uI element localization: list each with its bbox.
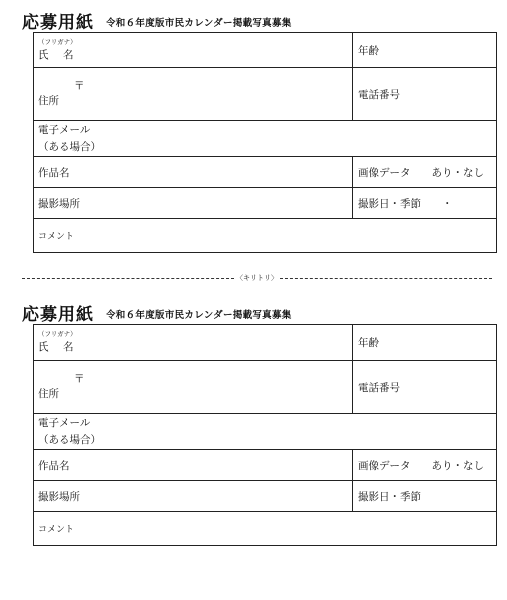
furigana-label: （フリガナ） — [38, 37, 77, 46]
cut-line-label: 〈キリトリ〉 — [236, 274, 278, 282]
phone-field[interactable] — [353, 68, 497, 121]
phone-field[interactable] — [353, 361, 497, 414]
address-field[interactable] — [34, 68, 353, 121]
shoot-date-label: 撮影日・季節 — [358, 490, 421, 503]
form-header — [22, 8, 292, 34]
phone-label: 電話番号 — [358, 88, 400, 101]
image-data-field[interactable] — [353, 157, 497, 188]
comment-label: コメント — [38, 525, 75, 535]
image-data-label: 画像データ あり・なし — [358, 459, 484, 472]
form-subtitle: 令和６年度版市民カレンダー掲載写真募集 — [106, 310, 292, 321]
location-label: 撮影場所 — [38, 490, 80, 503]
image-data-label: 画像データ あり・なし — [358, 166, 484, 179]
work-title-field[interactable] — [34, 450, 353, 481]
work-title-label: 作品名 — [38, 166, 70, 179]
email-optional-label: （ある場合） — [38, 140, 101, 153]
postal-mark: 〒 — [74, 373, 85, 385]
comment-field[interactable] — [34, 512, 497, 546]
age-field[interactable] — [353, 325, 497, 361]
cut-line — [22, 274, 492, 283]
form-subtitle: 令和６年度版市民カレンダー掲載写真募集 — [106, 18, 292, 29]
location-field[interactable] — [34, 188, 353, 219]
name-field[interactable] — [34, 33, 353, 68]
email-label: 電子メール — [38, 123, 91, 136]
form-table — [33, 324, 497, 546]
shoot-date-field[interactable] — [353, 481, 497, 512]
location-label: 撮影場所 — [38, 197, 80, 210]
image-data-field[interactable] — [353, 450, 497, 481]
address-field[interactable] — [34, 361, 353, 414]
address-label: 住所 — [38, 388, 59, 400]
name-label: 氏 名 — [38, 48, 76, 61]
email-optional-label: （ある場合） — [38, 433, 101, 446]
shoot-date-field[interactable] — [353, 188, 497, 219]
form-title: 応募用紙 — [22, 13, 94, 33]
work-title-label: 作品名 — [38, 459, 70, 472]
phone-label: 電話番号 — [358, 381, 400, 394]
form-title: 応募用紙 — [22, 305, 94, 325]
cut-line-dashes-left — [22, 278, 234, 279]
shoot-date-label: 撮影日・季節 ・ — [358, 197, 453, 210]
email-field[interactable] — [34, 121, 497, 157]
email-field[interactable] — [34, 414, 497, 450]
age-field[interactable] — [353, 33, 497, 68]
email-label: 電子メール — [38, 416, 91, 429]
name-field[interactable] — [34, 325, 353, 361]
comment-field[interactable] — [34, 219, 497, 253]
address-label: 住所 — [38, 95, 59, 107]
postal-mark: 〒 — [74, 80, 85, 92]
name-label: 氏 名 — [38, 341, 76, 353]
work-title-field[interactable] — [34, 157, 353, 188]
form-header — [22, 300, 292, 326]
cut-line-dashes-right — [280, 278, 492, 279]
age-label: 年齢 — [358, 337, 379, 349]
form-table — [33, 32, 497, 253]
comment-label: コメント — [38, 232, 75, 242]
location-field[interactable] — [34, 481, 353, 512]
furigana-label: （フリガナ） — [38, 330, 77, 338]
age-label: 年齢 — [358, 44, 379, 57]
